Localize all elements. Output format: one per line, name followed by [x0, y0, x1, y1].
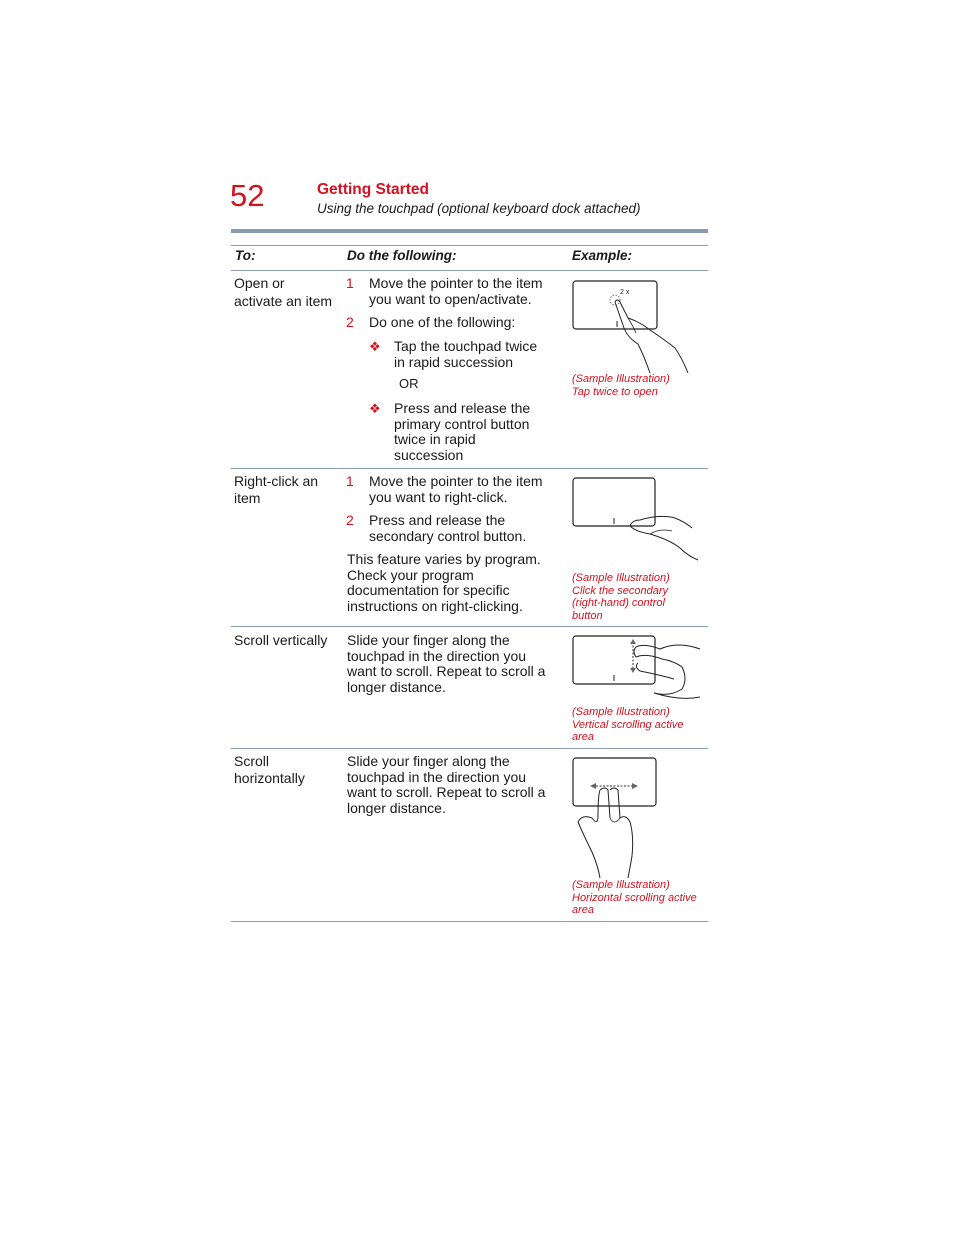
bullet-diamond-icon: ❖ — [369, 401, 381, 416]
header-to: To: — [235, 248, 256, 263]
scroll-vertical-text: Slide your finger along the touchpad in the direction you want to scroll. Repeat to scroll a longer distance. — [347, 632, 546, 695]
caption-right-click: (Sample Illustration) Click the secondary (right-hand) control button — [572, 572, 670, 622]
step-number: 2 — [346, 314, 354, 330]
row-scroll-vertical-action: Scroll vertically — [234, 632, 328, 648]
row-scroll-horizontal-action: Scroll horizontally — [234, 753, 305, 786]
note-text: This feature varies by program. Check your program documentation for specific instructions on right-clicking. — [347, 551, 541, 614]
row-divider — [231, 468, 708, 469]
tap-count-label: 2 x — [620, 289, 630, 296]
section-title: Using the touchpad (optional keyboard dock attached) — [317, 201, 641, 216]
bullet-diamond-icon: ❖ — [369, 339, 381, 354]
header-rule — [231, 229, 708, 233]
caption-horizontal-scroll: (Sample Illustration) Horizontal scrolling active area — [572, 879, 697, 916]
caption-vertical-scroll: (Sample Illustration) Vertical scrolling active area — [572, 706, 684, 743]
step-text: Move the pointer to the item you want to open/activate. — [369, 275, 543, 307]
page-number: 52 — [230, 178, 265, 213]
or-label: OR — [399, 376, 419, 391]
vertical-scroll-illustration — [570, 633, 704, 703]
caption-tap: (Sample Illustration) Tap twice to open — [572, 373, 670, 398]
step-text: Move the pointer to the item you want to right-click. — [369, 473, 543, 505]
step-number: 2 — [346, 512, 354, 528]
horizontal-scroll-illustration — [570, 756, 662, 880]
table-bottom-rule — [231, 921, 708, 922]
tap-twice-illustration — [570, 278, 700, 374]
chapter-title: Getting Started — [317, 181, 429, 198]
header-do: Do the following: — [347, 248, 457, 263]
right-click-illustration — [570, 476, 702, 564]
step-text: Do one of the following: — [369, 314, 516, 330]
step-number: 1 — [346, 275, 354, 291]
bullet-text: Tap the touchpad twice in rapid succession — [394, 338, 538, 370]
row-open-action: Open or activate an item — [234, 275, 333, 309]
step-text: Press and release the secondary control button. — [369, 512, 527, 544]
row-right-click-action: Right-click an item — [234, 473, 319, 506]
row-divider — [231, 748, 708, 749]
step-number: 1 — [346, 473, 354, 489]
header-example: Example: — [572, 248, 633, 263]
bullet-text: Press and release the primary control button twice in rapid succession — [394, 400, 531, 463]
row-divider — [231, 626, 708, 627]
table-top-rule — [231, 245, 708, 246]
header-rule-bottom — [231, 270, 708, 271]
scroll-horizontal-text: Slide your finger along the touchpad in the direction you want to scroll. Repeat to scroll a longer distance. — [347, 753, 546, 816]
